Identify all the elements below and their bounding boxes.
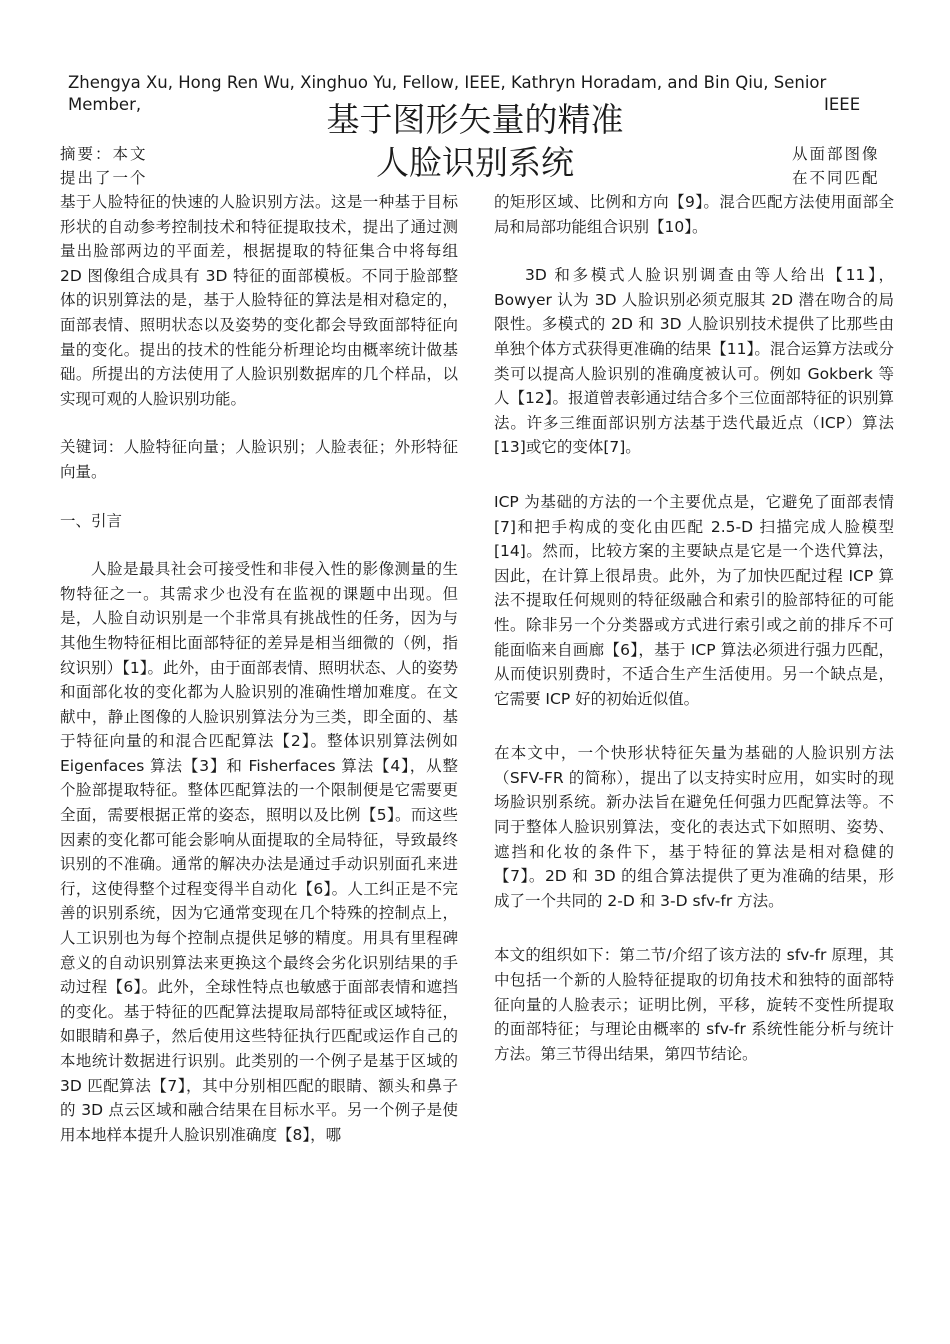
abstract-lead-left	[60, 142, 148, 190]
paper-title	[290, 98, 660, 184]
title-line-1: 基于图形矢量的精准	[326, 100, 624, 139]
paragraph-organization: 本文的组织如下：第二节/介绍了该方法的 sfv-fr 原理，其中包括一个新的人脸特征提取的切角技术和独特的面部特征向量的人脸表示；证明比例，平移，旋转不变性所提取的面部特征；与理论由概率的 sfv-fr 系统性能分析与统计方法。第三节得出结果，第四节结论。	[494, 946, 894, 1063]
right-column	[494, 190, 894, 1066]
paragraph-hybrid-methods: 的矩形区域、比例和方向【9】。混合匹配方法使用面部全局和局部功能组合识别【10】。	[494, 193, 894, 236]
abstract-lead-right	[792, 142, 880, 190]
introduction-paragraph: 人脸是最具社会可接受性和非侵入性的影像测量的生物特征之一。其需求少也没有在监视的课题中出现。但是，人脸自动识别是一个非常具有挑战性的任务，因为与其他生物特征相比面部特征的差异是相当细微的（例，指纹识别）【1】。此外，由于面部表情、照明状态、人的姿势和面部化妆的变化都为人脸识别的准确性增加难度。在文献中，静止图像的人脸识别算法分为三类，即全面的、基于特征向量的和混合匹配算法【2】。整体识别算法例如 Eigenfaces 算法【3】和 Fisherfaces 算法【4】，从整个脸部提取特征。整体匹配算法的一个限制便是它需要更全面，需要根据正常的姿态，照明以及比例【5】。而这些因素的变化都可能会影响从面提取的全局特征，导致最终识别的不准确。通常的解决办法是通过手动识别面孔来进行，这使得整个过程变得半自动化【6】。人工纠正是不完善的识别系统，因为它通常变现在几个特殊的控制点上，人工识别也为每个控制点提供足够的精度。用具有里程碑意义的自动识别算法来更换这个最终会劣化识别结果的手动过程【6】。此外，全球性特点也敏感于面部表情和遮挡的变化。基于特征的匹配算法提取局部特征或区域特征，如眼睛和鼻子，然后使用这些特征执行匹配或运作自己的本地统计数据进行识别。此类别的一个例子是基于区域的 3D 匹配算法【7】，其中分别相匹配的眼睛、额头和鼻子的 3D 点云区域和融合结果在目标水平。另一个例子是使用本地样本提升人脸识别准确度【8】，哪	[60, 560, 458, 1144]
title-line-2: 人脸识别系统	[376, 143, 574, 182]
left-column	[60, 190, 458, 1147]
abstract-body: 基于人脸特征的快速的人脸识别方法。这是一种基于目标形状的自动参考控制技术和特征提取技术，提出了通过测量出脸部两边的平面差，根据提取的特征集合中将每组 2D 图像组合成具有 3D 特征的面部模板。不同于脸部整体的识别算法的是，基于人脸特征的算法是相对稳定的，面部表情、照明状态以及姿势的变化都会导致面部特征向量的变化。提出的技术的性能分析理论均由概率统计做基础。所提出的方法使用了人脸识别数据库的几个样品，以实现可观的人脸识别功能。	[60, 193, 458, 408]
authors-line-1: Zhengya Xu, Hong Ren Wu, Xinghuo Yu, Fellow, IEEE, Kathryn Horadam, and Bin Qiu, Senior	[68, 73, 827, 92]
authors-line-2-right: IEEE	[824, 95, 861, 114]
abstract-lead-left-line-1: 摘要：本文	[60, 145, 148, 163]
abstract-lead-right-line-1: 从面部图像	[792, 145, 880, 163]
paragraph-icp: ICP 为基础的方法的一个主要优点是，它避免了面部表情[7]和把手构成的变化由匹配 2.5-D 扫描完成人脸模型[14]。然而，比较方案的主要缺点是它是一个迭代算法，因此，在计算上很昂贵。此外，为了加快匹配过程 ICP 算法不提取任何规则的特征级融合和索引的脸部特征的可能性。除非另一个分类器或方式进行索引或之前的排斥不可能面临来自画廊【6】，基于 ICP 算法必须进行强力匹配，从而使识别费时，不适合生产生活使用。另一个缺点是，它需要 ICP 好的初始近似值。	[494, 492, 894, 708]
authors-line-2-left: Member,	[68, 95, 142, 114]
keywords: 关键词：人脸特征向量；人脸识别；人脸表征；外形特征向量。	[60, 438, 458, 481]
abstract-lead-right-line-2: 在不同匹配	[792, 169, 880, 187]
paragraph-sfv-fr: 在本文中，一个快形状特征矢量为基础的人脸识别方法（SFV-FR 的简称），提出了以支持实时应用，如实时的现场脸识别系统。新办法旨在避免任何强力匹配算法等。不同于整体人脸识别算法，变化的表达式下如照明、姿势、遮挡和化妆的条件下，基于特征的算法是相对稳健的【7】。2D 和 3D 的组合算法提供了更为准确的结果，形成了一个共同的 2-D 和 3-D sfv-fr 方法。	[494, 744, 894, 910]
abstract-lead-left-line-2: 提出了一个	[60, 169, 148, 187]
paragraph-3d-multimodal: 3D 和多模式人脸识别调查由等人给出【11】，Bowyer 认为 3D 人脸识别必须克服其 2D 潜在吻合的局限性。多模式的 2D 和 3D 人脸识别技术提供了比那些由单独个体方式获得更准确的结果【11】。混合运算方法或分类可以提高人脸识别的准确度被认可。例如 Gokberk 等人【12】。报道曾表彰通过结合多个三位面部特征的识别算法。许多三维面部识别方法基于迭代最近点（ICP）算法[13]或它的变体[7]。	[494, 266, 894, 457]
section-heading-introduction: 一、引言	[60, 511, 123, 530]
